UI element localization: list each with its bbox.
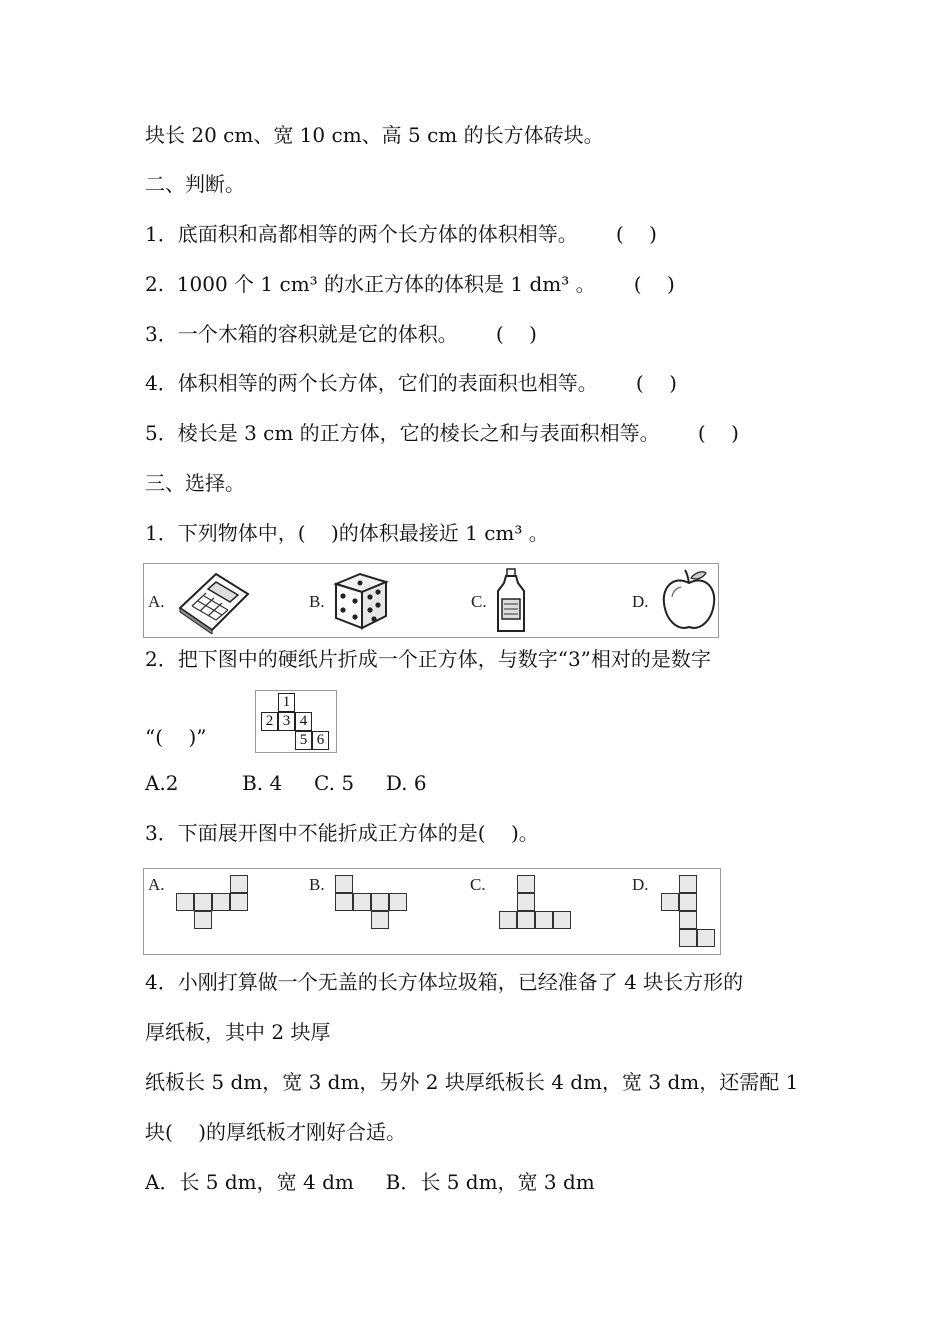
choice-question-3: 3．下面展开图中不能折成正方体的是( )。 — [145, 821, 539, 845]
net-b-square — [371, 911, 389, 929]
judge-question-3: 3．一个木箱的容积就是它的体积。 ( ) — [145, 322, 537, 346]
text-line-1: 块长 20 cm、宽 10 cm、高 5 cm 的长方体砖块。 — [145, 123, 604, 147]
net-c-square — [535, 911, 553, 929]
net-d-square — [679, 893, 697, 911]
choice-question-4: 4．小刚打算做一个无盖的长方体垃圾箱，已经准备了 4 块长方形的 — [145, 970, 744, 994]
net-b-square — [371, 893, 389, 911]
net-d-square — [697, 929, 715, 947]
net-a-square — [230, 893, 248, 911]
net-d-square — [679, 911, 697, 929]
choice-question-4-cont-1: 厚纸板，其中 2 块厚 — [145, 1020, 331, 1044]
choice-question-2: 2．把下图中的硬纸片折成一个正方体，与数字“3”相对的是数字 — [145, 647, 711, 671]
section-heading-choice: 三、选择。 — [145, 471, 245, 495]
net-a-square — [230, 875, 248, 893]
option-label-b: B. — [309, 592, 325, 611]
net-label-b: B. — [309, 875, 325, 894]
choice-question-1: 1．下列物体中，( )的体积最接近 1 cm³ 。 — [145, 521, 549, 545]
option-label-c: C. — [471, 592, 487, 611]
net-b-square — [389, 893, 407, 911]
choice-question-4-cont-3: 块( )的厚纸板才刚好合适。 — [145, 1120, 407, 1144]
net-a-square — [176, 893, 194, 911]
net-d-square — [679, 875, 697, 893]
net-cell-4: 4 — [295, 712, 312, 731]
option-label-d: D. — [632, 592, 649, 611]
calculator-icon — [172, 568, 252, 634]
net-c-square — [517, 875, 535, 893]
net-label-a: A. — [148, 875, 165, 894]
net-cell-1: 1 — [278, 693, 295, 712]
net-a-square — [194, 911, 212, 929]
net-d-square — [661, 893, 679, 911]
judge-question-4: 4．体积相等的两个长方体，它们的表面积也相等。 ( ) — [145, 371, 677, 395]
net-cell-6: 6 — [312, 731, 329, 750]
net-label-d: D. — [632, 875, 649, 894]
net-c-square — [499, 911, 517, 929]
net-c-square — [517, 911, 535, 929]
choice-question-2-blank: “( )” — [145, 725, 207, 749]
bottle-icon — [494, 567, 528, 635]
judge-question-5: 5．棱长是 3 cm 的正方体，它的棱长之和与表面积相等。 ( ) — [145, 421, 739, 445]
net-d-square — [679, 929, 697, 947]
judge-question-1: 1．底面积和高都相等的两个长方体的体积相等。 ( ) — [145, 222, 657, 246]
option-label-a: A. — [148, 592, 165, 611]
choice-question-2-options: A.2 B. 4 C. 5 D. 6 — [145, 771, 427, 795]
apple-icon — [658, 569, 720, 633]
net-b-square — [335, 875, 353, 893]
net-cell-3: 3 — [278, 712, 295, 731]
net-c-square — [517, 893, 535, 911]
net-b-square — [353, 893, 371, 911]
objects-figure — [143, 563, 719, 638]
section-heading-judge: 二、判断。 — [145, 172, 245, 196]
cube-net-figure — [255, 690, 337, 753]
net-cell-5: 5 — [295, 731, 312, 750]
net-b-square — [335, 893, 353, 911]
net-c-square — [553, 911, 571, 929]
choice-question-4-options: A．长 5 dm，宽 4 dm B．长 5 dm，宽 3 dm — [145, 1170, 595, 1194]
net-a-square — [212, 893, 230, 911]
dice-icon — [330, 570, 392, 632]
judge-question-2: 2. 1000 个 1 cm³ 的水正方体的体积是 1 dm³ 。 ( ) — [145, 272, 675, 296]
net-a-square — [194, 893, 212, 911]
net-label-c: C. — [470, 875, 486, 894]
net-cell-2: 2 — [261, 712, 278, 731]
choice-question-4-cont-2: 纸板长 5 dm，宽 3 dm，另外 2 块厚纸板长 4 dm，宽 3 dm，还需配 1 — [145, 1070, 799, 1094]
nets-figure — [143, 868, 721, 955]
